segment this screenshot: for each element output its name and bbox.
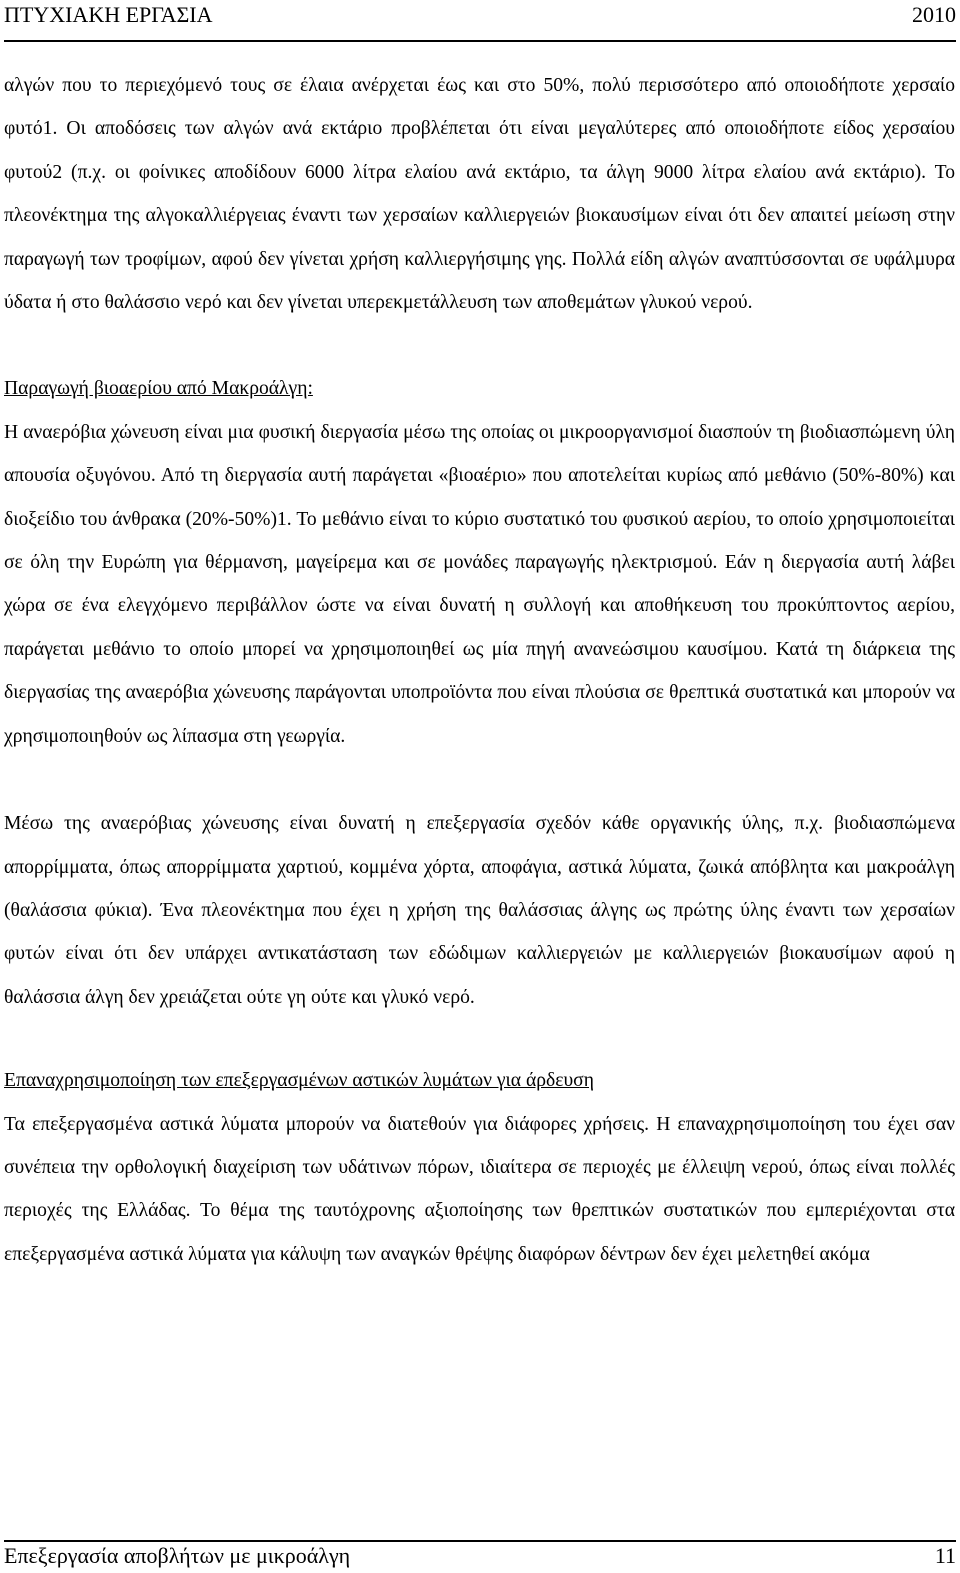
page-footer bbox=[4, 1540, 956, 1573]
section-heading-biogas: Παραγωγή βιοαερίου από Μακροάλγη: bbox=[4, 378, 313, 400]
document-body bbox=[4, 64, 955, 1276]
section-heading-wastewater-reuse: Επαναχρησιμοποίηση των επεξεργασμένων αστικών λυμάτων για άρδευση bbox=[4, 1070, 594, 1092]
paragraph-wastewater: Τα επεξεργασμένα αστικά λύματα μπορούν να διατεθούν για διάφορες χρήσεις. Η επαναχρησιμοποίηση του έχει σαν συνέπεια την ορθολογική διαχείριση των υδάτινων πόρων, ιδιαίτερα σε περιοχές με έλλειψη νερού, όπως είναι πολλές περιοχές της Ελλάδας. Το θέμα της ταυτόχρονης αξιοποίησης των θρεπτικών συστατικών που εμπεριέχονται στα επεξεργασμένα αστικά λύματα για κάλυψη των αναγκών θρέψης διαφόρων δέντρων δεν έχει μελετηθεί ακόμα bbox=[4, 1113, 955, 1265]
paragraph-spacer bbox=[4, 1019, 955, 1059]
page-header bbox=[4, 0, 956, 42]
header-year: 2010 bbox=[912, 2, 956, 27]
page-number: 11 bbox=[934, 1543, 956, 1568]
paragraph-organic-matter: Μέσω της αναερόβιας χώνευσης είναι δυνατή η επεξεργασία σχεδόν κάθε οργανικής ύλης, π.χ. βιοδιασπώμενα απορρίμματα, όπως απορρίμματα χαρτιού, κομμένα χόρτα, αποφάγια, αστικά λύματα, ζωικά απόβλητα και μακροάλγη (θαλάσσια φύκια). Ένα πλεονέκτημα που έχει η χρήση της θαλάσσιας άλγης ως πρώτης ύλης έναντι των χερσαίων φυτών είναι ότι δεν υπάρχει αντικατάσταση των εδώδιμων καλλιεργειών με καλλιεργειών βιοκαυσίμων αφού η θαλάσσια άλγη δεν χρειάζεται ούτε γη ούτε και γλυκό νερό. bbox=[4, 813, 955, 1008]
paragraph-anaerobic-digestion: Η αναερόβια χώνευση είναι μια φυσική διεργασία μέσω της οποίας οι μικροοργανισμοί διασπούν τη βιοδιασπώμενη ύλη απουσία οξυγόνου. Από τη διεργασία αυτή παράγεται «βιοαέριο» που αποτελείται κυρίως από μεθάνιο (50%-80%) και διοξείδιο του άνθρακα (20%-50%)1. Το μεθάνιο είναι το κύριο συστατικό του φυσικού αερίου, το οποίο χρησιμοποιείται σε όλη την Ευρώπη για θέρμανση, μαγείρεμα και σε μονάδες παραγωγής ηλεκτρισμού. Εάν η διεργασία αυτή λάβει χώρα σε ένα ελεγχόμενο περιβάλλον ώστε να είναι δυνατή η συλλογή και αποθήκευση του προκύπτοντος αερίου, παράγεται μεθάνιο το οποίο μπορεί να χρησιμοποιηθεί ως μία πηγή ανανεώσιμου καυσίμου. Κατά τη διάρκεια της διεργασίας της αναερόβια χώνευσης παράγονται υποπροϊόντα που είναι πλούσια σε θρεπτικά συστατικά και μπορούν να χρησιμοποιηθούν ως λίπασμα στη γεωργία. bbox=[4, 421, 955, 747]
header-title: ΠΤΥΧΙΑΚΗ ΕΡΓΑΣΙΑ bbox=[4, 2, 213, 27]
paragraph-algae-oil: αλγών που το περιεχόμενό τους σε έλαια ανέρχεται έως και στο 50%, πολύ περισσότερο από οποιοδήποτε χερσαίο φυτό1. Οι αποδόσεις των αλγών ανά εκτάριο προβλέπεται ότι είναι μεγαλύτερες από οποιοδήποτε είδος χερσαίου φυτού2 (π.χ. οι φοίνικες αποδίδουν 6000 λίτρα ελαίου ανά εκτάριο, τα άλγη 9000 λίτρα ελαίου ανά εκτάριο). Το πλεονέκτημα της αλγοκαλλιέργειας έναντι των χερσαίων καλλιεργειών βιοκαυσίμων είναι ότι δεν απαιτεί μείωση στην παραγωγή των τροφίμων, αφού δεν γίνεται χρήση καλλιεργήσιμης γης. Πολλά είδη αλγών αναπτύσσονται σε υφάλμυρα ύδατα ή στο θαλάσσιο νερό και δεν γίνεται υπερεκμετάλλευση των αποθεμάτων γλυκού νερού. bbox=[4, 75, 955, 314]
footer-title: Επεξεργασία αποβλήτων με μικροάλγη bbox=[4, 1543, 351, 1568]
paragraph-spacer bbox=[4, 324, 955, 367]
paragraph-spacer bbox=[4, 758, 955, 802]
